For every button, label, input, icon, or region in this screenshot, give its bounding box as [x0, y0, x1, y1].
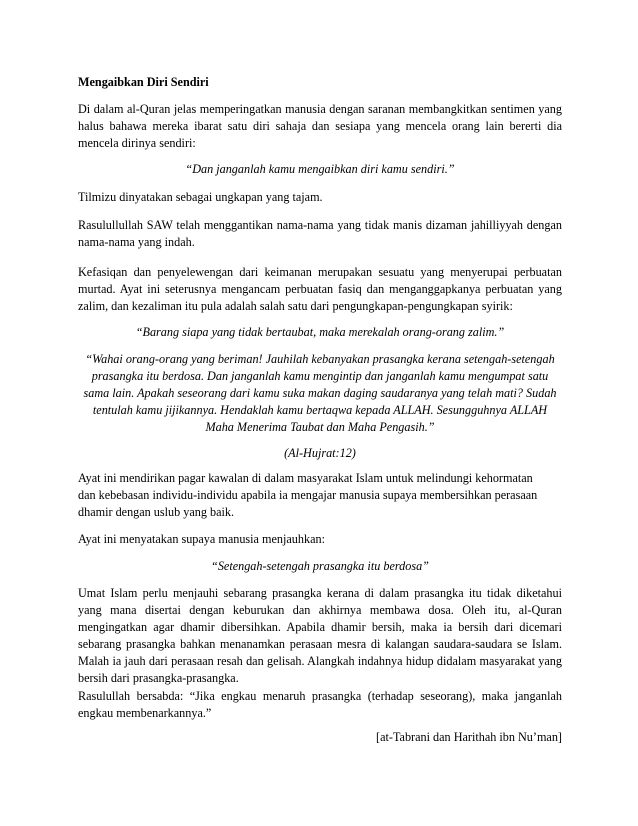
paragraph-pagar-line-1: Ayat ini mendirikan pagar kawalan di dalam masyarakat Islam untuk melindungi kehormatan [78, 471, 533, 485]
quote-hujrat-line-2: prasangka itu berdosa. Dan janganlah kamu mengintip dan janganlah kamu mengumpat satu [91, 369, 549, 383]
paragraph-hadith: Rasulullah bersabda: “Jika engkau menaruh prasangka (terhadap seseorang), maka janganlah engkau membenarkannya.” [78, 689, 562, 720]
reference-hadith: [at-Tabrani dan Harithah ibn Nu’man] [376, 730, 562, 744]
paragraph-intro: Di dalam al-Quran jelas memperingatkan manusia dengan saranan membangkitkan sentimen yang halus bahawa mereka ibarat satu diri sahaja dan sesiapa yang mencela orang lain bererti dia mencela dirinya sendiri: [78, 102, 562, 150]
paragraph-pagar-line-3: dhamir dengan uslub yang baik. [78, 505, 235, 519]
paragraph-tilmizu: Tilmizu dinyatakan sebagai ungkapan yang tajam. [78, 190, 323, 204]
quote-prasangka: “Setengah-setengah prasangka itu berdosa” [211, 559, 429, 573]
quote-verse-2: “Barang siapa yang tidak bertaubat, maka merekalah orang-orang zalim.” [135, 325, 505, 339]
paragraph-rasulullah: Rasulullullah SAW telah menggantikan nama-nama yang tidak manis dizaman jahilliyyah dengan nama-nama yang indah. [78, 218, 562, 249]
quote-verse-1: “Dan janganlah kamu mengaibkan diri kamu sendiri.” [185, 162, 455, 176]
reference-hujrat: (Al-Hujrat:12) [284, 446, 356, 460]
paragraph-pagar-line-2: dan kebebasan individu-individu apabila ia mengajar manusia supaya membersihkan perasaan [78, 488, 538, 502]
document-title: Mengaibkan Diri Sendiri [78, 75, 209, 89]
quote-hujrat-line-4: tentulah kamu jijikannya. Hendaklah kamu bertaqwa kepada ALLAH. Sesungguhnya ALLAH [92, 403, 548, 417]
quote-hujrat-line-1: “Wahai orang-orang yang beriman! Jauhilah kebanyakan prasangka kerana setengah-setengah [85, 352, 555, 366]
paragraph-menjauhkan: Ayat ini menyatakan supaya manusia menjauhkan: [78, 532, 325, 546]
quote-hujrat-line-5: Maha Menerima Taubat dan Maha Pengasih.” [205, 420, 435, 434]
paragraph-umat-islam: Umat Islam perlu menjauhi sebarang prasangka kerana di dalam prasangka itu tidak diketahui yang mana disertai dengan keburukan dan akhirnya membawa dosa. Oleh itu, al-Quran mengingatkan agar dhamir dibersihkan. Apabila dhamir bersih, maka ia bersih dari dicemari sebarang prasangka bahkan menanamkan perasaan mesra di kalangan saudara-saudara se Islam. Malah ia jauh dari perasaan resah dan gelisah. Alangkah indahnya hidup didalam masyarakat yang bersih dari prasangka-prasangka. [78, 586, 562, 685]
quote-hujrat-line-3: sama lain. Apakah seseorang dari kamu suka makan daging saudaranya yang telah mati? Sudah [83, 386, 557, 400]
paragraph-kefasiqan: Kefasiqan dan penyelewengan dari keimanan merupakan sesuatu yang menyerupai perbuatan murtad. Ayat ini seterusnya mengancam perbuatan fasiq dan menganggapkanya perbuatan yang zalim, dan kezaliman itu pula adalah salah satu dari pengungkapan-pengungkapan syirik: [78, 265, 562, 313]
